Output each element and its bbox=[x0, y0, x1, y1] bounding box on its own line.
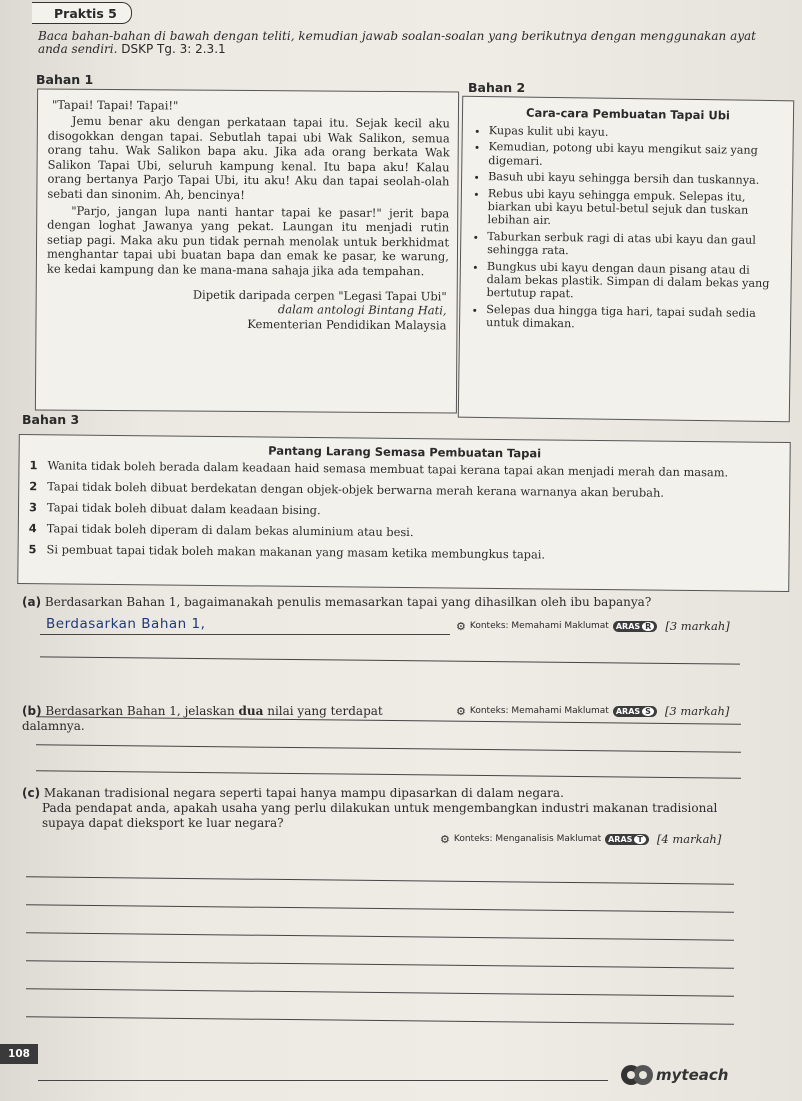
brand-name: myteach bbox=[656, 1066, 729, 1084]
rule-text: Tapai tidak boleh dibuat dalam keadaan bising. bbox=[46, 500, 321, 518]
aras-level: R bbox=[642, 622, 654, 631]
instructions-text: Baca bahan-bahan di bawah dengan teliti, kemudian jawab soalan-soalan yang berikutnya dengan menggunakan ayat anda sendiri. bbox=[38, 29, 756, 56]
bahan3-title: Pantang Larang Semasa Pembuatan Tapai bbox=[268, 443, 542, 461]
page-number: 108 bbox=[0, 1044, 38, 1064]
context-label: Konteks: Memahami Maklumat bbox=[469, 621, 609, 631]
answer-line[interactable] bbox=[40, 634, 450, 635]
question-c-tag bbox=[440, 832, 721, 846]
source-line-2: dalam antologi Bintang Hati, bbox=[277, 302, 447, 318]
rule-item bbox=[29, 501, 789, 522]
marks-label: [4 markah] bbox=[656, 832, 722, 846]
aras-label: ARAS bbox=[615, 621, 641, 631]
bahan3-box bbox=[17, 434, 791, 592]
question-a-text: Berdasarkan Bahan 1, bagaimanakah penulis memasarkan tapai yang dihasilkan oleh ibu bapanya? bbox=[44, 595, 652, 609]
bahan1-paragraph-2: "Parjo, jangan lupa nanti hantar tapai ke pasar!" jerit bapa dengan loghat Jawanya yang pekat. Laungan itu menjadi rutin setiap pagi. Maka aku pun tidak pernah menolak untuk berkhidmat menghantar tapai ubi buatan bapa dan emak ke pasar, ke warung, ke kedai kampung dan ke mana-mana sahaja jika ada tempahan. bbox=[46, 203, 450, 279]
question-b-tag bbox=[456, 704, 729, 718]
brand-logo bbox=[620, 1064, 728, 1086]
aras-label: ARAS bbox=[608, 834, 633, 844]
bahan1-title: "Tapai! Tapai! Tapai!" bbox=[51, 97, 179, 113]
question-c-text-2: Pada pendapat anda, apakah usaha yang perlu dilakukan untuk mengembangkan industri makanan tradisional bbox=[42, 801, 718, 815]
rule-number: 2 bbox=[29, 479, 38, 494]
rule-text: Tapai tidak boleh dibuat berdekatan dengan objek-objek berwarna merah kerana warnanya akan berubah. bbox=[47, 479, 665, 500]
aras-badge bbox=[605, 834, 649, 845]
context-label: Konteks: Memahami Maklumat bbox=[469, 706, 609, 716]
dskp-reference: DSKP Tg. 3: 2.3.1 bbox=[121, 42, 226, 56]
question-a-label: (a) bbox=[22, 595, 42, 609]
bahan1-label: Bahan 1 bbox=[36, 72, 94, 87]
rule-number: 4 bbox=[28, 521, 37, 536]
marks-label: [3 markah] bbox=[664, 704, 730, 718]
marks-label: [3 markah] bbox=[665, 619, 730, 633]
rule-item bbox=[29, 480, 789, 501]
source-line-1: Dipetik daripada cerpen "Legasi Tapai Ubi" bbox=[192, 287, 447, 303]
question-a-tag bbox=[456, 619, 730, 633]
question-c bbox=[22, 786, 782, 831]
aras-badge bbox=[613, 706, 657, 717]
source-line-3: Kementerian Pendidikan Malaysia bbox=[247, 316, 447, 333]
question-a bbox=[22, 595, 782, 610]
rule-item bbox=[29, 459, 789, 480]
handwritten-answer: Berdasarkan Bahan 1, bbox=[46, 616, 206, 632]
aras-label: ARAS bbox=[615, 706, 641, 716]
bahan1-source bbox=[36, 286, 446, 333]
step-item: • Basuh ubi kayu sehingga bersih dan tuskannya. bbox=[488, 170, 786, 188]
gear-icon: ⚙ bbox=[456, 619, 466, 633]
aras-level: S bbox=[642, 707, 654, 716]
question-c-text-3: supaya dapat dieksport ke luar negara? bbox=[42, 816, 284, 830]
bahan3-label: Bahan 3 bbox=[22, 412, 80, 427]
rule-number: 5 bbox=[28, 542, 37, 557]
gear-icon: ⚙ bbox=[456, 704, 466, 718]
question-b-emphasis: dua bbox=[238, 704, 264, 718]
question-b-label: (b) bbox=[22, 704, 42, 718]
bahan3-rules bbox=[29, 459, 790, 564]
bahan2-label: Bahan 2 bbox=[468, 80, 526, 95]
rule-text: Si pembuat tapai tidak boleh makan makanan yang masam ketika membungkus tapai. bbox=[46, 542, 546, 562]
question-c-label: (c) bbox=[22, 786, 41, 800]
rule-number: 1 bbox=[29, 458, 38, 473]
bahan2-box bbox=[458, 96, 794, 423]
bahan1-paragraph-1: Jemu benar aku dengan perkataan tapai itu. Sejak kecil aku disogokkan dengan tapai. Sebutlah tapai ubi Wak Salikon, semua orang tahu. Wak Salikon bapa aku. Jika ada orang berkata Wak Salikon Tapai Ubi, seluruh kampung kenal. Itu bapa aku! Kalau orang bertanya Parjo Tapai Ubi, itu aku! Aku dan tapai seolah-olah sebati dan sinonim. Ah, bencinya! bbox=[47, 113, 450, 202]
question-b-text: Berdasarkan Bahan 1, jelaskan bbox=[45, 704, 239, 718]
step-item: • Taburkan serbuk ragi di atas ubi kayu dan gaul sehingga rata. bbox=[487, 230, 785, 261]
aras-level: T bbox=[634, 835, 645, 844]
rule-number: 3 bbox=[28, 500, 38, 515]
step-item: • Selepas dua hingga tiga hari, tapai sudah sedia untuk dimakan. bbox=[486, 303, 784, 334]
myteach-logo-icon bbox=[620, 1064, 654, 1086]
step-item: • Kupas kulit ubi kayu. bbox=[489, 124, 787, 142]
bahan1-box bbox=[35, 89, 459, 414]
section-tab: Praktis 5 bbox=[32, 2, 132, 24]
bahan2-steps bbox=[468, 124, 787, 334]
step-item: • Rebus ubi kayu sehingga empuk. Selepas itu, biarkan ubi kayu betul-betul sejuk dan tuskan lebihan air. bbox=[487, 187, 786, 231]
rule-text: Wanita tidak boleh berada dalam keadaan haid semasa membuat tapai kerana tapai akan menjadi merah dan masam. bbox=[47, 458, 729, 480]
bahan2-title: Cara-cara Pembuatan Tapai Ubi bbox=[526, 105, 731, 123]
footer-rule bbox=[38, 1080, 608, 1081]
step-item: • Bungkus ubi kayu dengan daun pisang atau di dalam bekas plastik. Simpan di dalam bekas yang bertutup rapat. bbox=[486, 260, 785, 304]
context-label: Konteks: Menganalisis Maklumat bbox=[453, 834, 602, 844]
question-c-text-1: Makanan tradisional negara seperti tapai hanya mampu dipasarkan di dalam negara. bbox=[43, 786, 564, 800]
aras-badge bbox=[613, 621, 657, 632]
rule-item bbox=[29, 543, 789, 564]
gear-icon: ⚙ bbox=[440, 832, 450, 846]
instructions bbox=[38, 30, 778, 56]
step-item: • Kemudian, potong ubi kayu mengikut saiz yang digemari. bbox=[488, 140, 786, 171]
rule-item bbox=[29, 522, 789, 543]
question-b-text-end: nilai yang terdapat dalamnya. bbox=[22, 704, 383, 733]
rule-text: Tapai tidak boleh diperam di dalam bekas aluminium atau besi. bbox=[46, 521, 414, 540]
